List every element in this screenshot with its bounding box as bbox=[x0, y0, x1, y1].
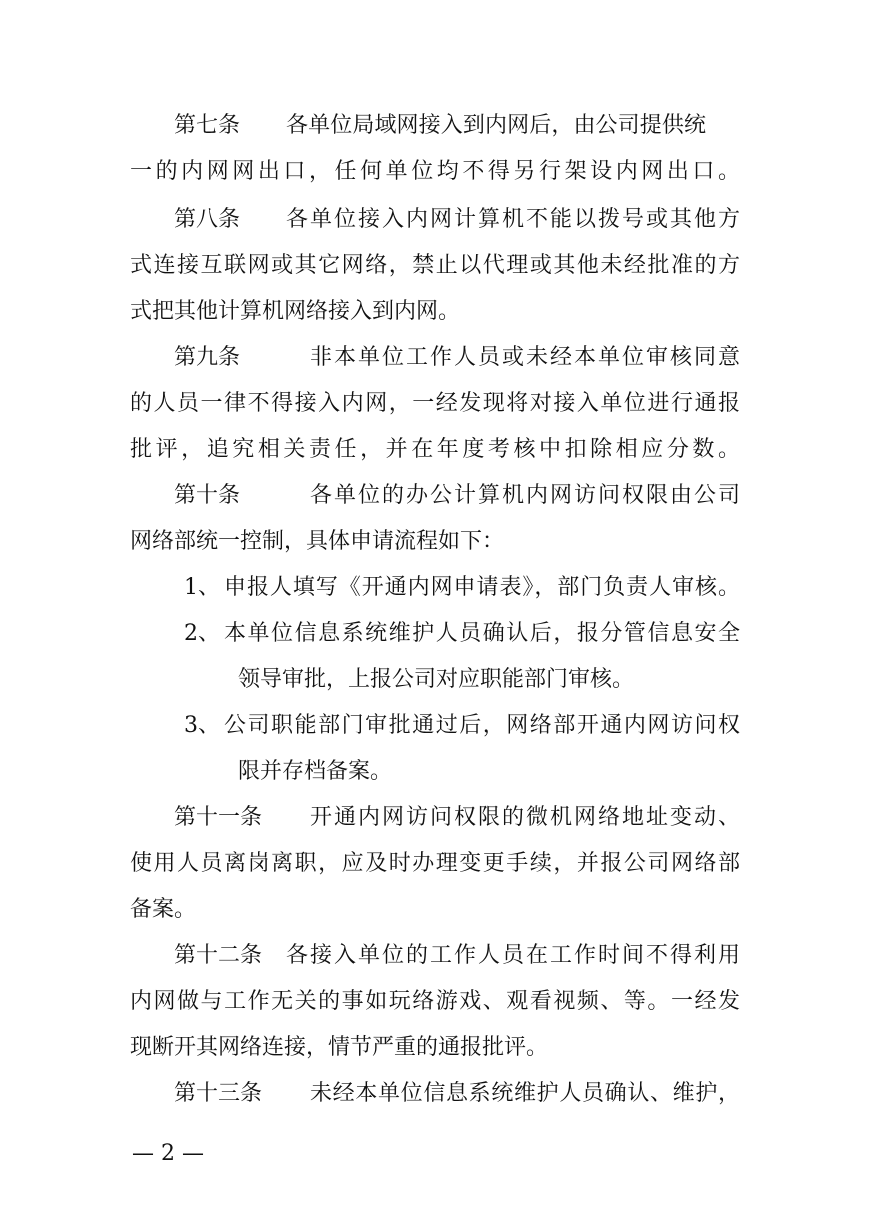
article-text-line: 开通内网访问权限的微机网络地址变动、 bbox=[310, 805, 742, 830]
article-8-line-2 bbox=[0, 246, 869, 286]
article-text-line: 未经本单位信息系统维护人员确认、维护， bbox=[310, 1081, 741, 1106]
article-9-line-2 bbox=[0, 384, 869, 424]
step-3-line-2 bbox=[0, 752, 869, 792]
article-text-line: 各单位的办公计算机内网访问权限由公司 bbox=[310, 483, 742, 508]
article-text-line: 备案。 bbox=[130, 897, 197, 922]
article-11-line-3 bbox=[0, 890, 869, 930]
article-text-line: 非本单位工作人员或未经本单位审核同意 bbox=[310, 345, 742, 370]
article-10-line-2 bbox=[0, 522, 869, 562]
article-text-line: 使用人员离岗离职，应及时办理变更手续，并报公司网络部 bbox=[130, 851, 742, 876]
article-8-line-3 bbox=[0, 292, 869, 332]
article-10 bbox=[0, 476, 869, 516]
article-7 bbox=[0, 106, 869, 146]
step-text-line: 限并存档备案。 bbox=[238, 759, 393, 784]
step-text-line: 公司职能部门审批通过后，网络部开通内网访问权 bbox=[224, 713, 742, 738]
article-text-line bbox=[286, 106, 738, 146]
article-12 bbox=[0, 936, 869, 976]
article-text-line: 各单位接入内网计算机不能以拨号或其他方 bbox=[286, 207, 742, 232]
step-text-line: 本单位信息系统维护人员确认后，报分管信息安全 bbox=[224, 621, 742, 646]
article-heading: 第七条 bbox=[174, 113, 241, 138]
article-12-line-2 bbox=[0, 982, 869, 1022]
article-text-line: 一的内网网出口，任何单位均不得另行架设内网出口。 bbox=[130, 159, 744, 184]
step-number: 3、 bbox=[184, 713, 220, 738]
article-heading: 第十三条 bbox=[174, 1081, 263, 1106]
article-11-line-2 bbox=[0, 844, 869, 884]
article-13 bbox=[0, 1074, 869, 1114]
step-number: 2、 bbox=[184, 621, 220, 646]
article-text-line: 批评，追究相关责任，并在年度考核中扣除相应分数。 bbox=[130, 437, 744, 462]
article-heading: 第十一条 bbox=[174, 805, 263, 830]
article-9-line-3 bbox=[0, 430, 869, 470]
article-heading: 第九条 bbox=[174, 345, 241, 370]
step-1 bbox=[0, 568, 869, 608]
step-text-line: 领导审批，上报公司对应职能部门审核。 bbox=[238, 667, 635, 692]
article-text-line: 网络部统一控制，具体申请流程如下： bbox=[130, 529, 505, 554]
article-heading: 第十条 bbox=[174, 483, 241, 508]
step-2-line-2 bbox=[0, 660, 869, 700]
step-3 bbox=[0, 706, 869, 746]
step-number: 1、 bbox=[184, 575, 220, 600]
article-text-line: 的人员一律不得接入内网，一经发现将对接入单位进行通报 bbox=[130, 391, 742, 416]
article-12-line-3 bbox=[0, 1028, 869, 1068]
article-9 bbox=[0, 338, 869, 378]
page-number: — 2 — bbox=[132, 1141, 204, 1166]
article-8 bbox=[0, 200, 869, 240]
article-11 bbox=[0, 798, 869, 838]
article-text-line: 现断开其网络连接，情节严重的通报批评。 bbox=[130, 1035, 549, 1060]
article-7-line-2 bbox=[0, 152, 869, 192]
article-text-line: 内网做与工作无关的事如玩络游戏、观看视频、等。一经发 bbox=[130, 989, 742, 1014]
article-text-line: 式连接互联网或其它网络，禁止以代理或其他未经批准的方 bbox=[130, 253, 742, 278]
article-heading: 第八条 bbox=[174, 207, 241, 232]
step-2 bbox=[0, 614, 869, 654]
article-text-line: 式把其他计算机网络接入到内网。 bbox=[130, 299, 461, 324]
article-heading: 第十二条 bbox=[174, 943, 263, 968]
article-text-line: 各接入单位的工作人员在工作时间不得利用 bbox=[286, 943, 742, 968]
line-text: 各单位局域网接入到内网后，由公司提供统 bbox=[286, 113, 707, 138]
step-text-line: 申报人填写《开通内网申请表》，部门负责人审核。 bbox=[224, 575, 741, 600]
